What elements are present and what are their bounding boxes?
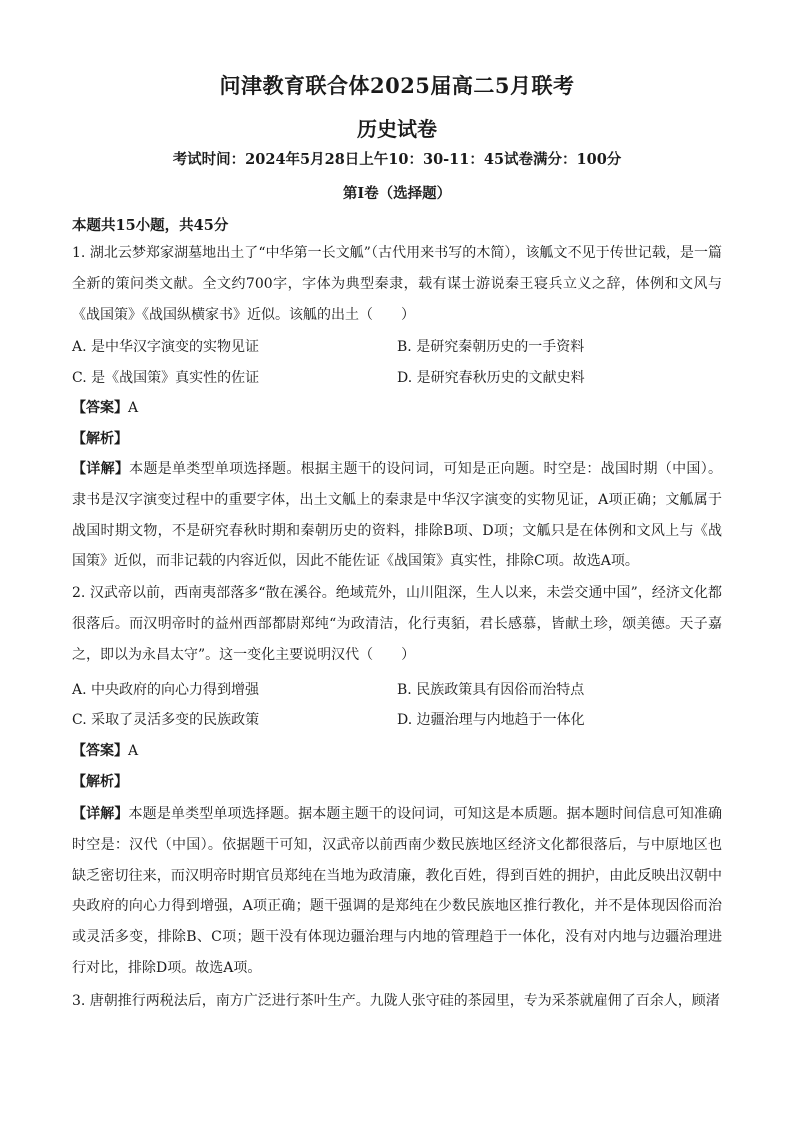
- detail-label: 【详解】: [72, 461, 130, 477]
- question-1-analysis-label: 【解析】: [72, 431, 128, 447]
- question-1-option-d: D. 是研究春秋历史的文献史料: [397, 370, 585, 386]
- question-2-options-row-2: [72, 705, 722, 735]
- subject-title: 历史试卷: [357, 117, 437, 141]
- detail-text: 本题是单类型单项选择题。根据主题干的设问词，可知是正向题。时空是：战国时期（中国）。隶书是汉字演变过程中的重要字体，出土文觚上的秦隶是中华汉字演变的实物见证，A项正确；文觚属于战国时期文物，不是研究春秋时期和秦朝历史的资料，排除B项、D项；文觚只是在体例和文风上与《战国策》近似，而非记载的内容近似，因此不能佐证《战国策》真实性，排除C项。故选A项。: [72, 461, 722, 570]
- exam-info: 考试时间：2024年5月28日上午10：30-11：45试卷满分：100分: [172, 151, 622, 168]
- question-2-stem: 2. 汉武帝以前，西南夷部落多“散在溪谷。绝域荒外，山川阻深，生人以来，未尝交通中国”，经济文化都很落后。而汉明帝时的益州西部都尉郑纯“为政清洁，化行夷貊，君长感慕，皆献土珍，颂美德。天子嘉之，即以为永昌太守”。这一变化主要说明汉代（ ）: [72, 585, 722, 663]
- question-1-stem: 1. 湖北云梦郑家湖墓地出土了“中华第一长文觚”（古代用来书写的木简），该觚文不见于传世记载，是一篇全新的策问类文献。全文约700字，字体为典型秦隶，载有谋士游说秦王寝兵立义之辞，体例和文风与《战国策》《战国纵横家书》近似。该觚的出土（ ）: [72, 245, 722, 323]
- answer-value: A: [128, 400, 139, 416]
- question-2-option-b: B. 民族政策具有因俗而治特点: [397, 682, 585, 698]
- answer-label: 【答案】: [72, 400, 128, 416]
- detail-text: 本题是单类型单项选择题。据本题主题干的设问词，可知这是本质题。据本题时间信息可知准确时空是：汉代（中国）。依据题干可知，汉武帝以前西南少数民族地区经济文化都很落后，与中原地区也缺乏密切往来，而汉明帝时期官员郑纯在当地为政清廉，教化百姓，得到百姓的拥护，由此反映出汉朝中央政府的向心力得到增强，A项正确；题干强调的是郑纯在少数民族地区推行教化，并不是体现因俗而治或灵活多变，排除B、C项；题干没有体现边疆治理与内地的管理趋于一体化，没有对内地与边疆治理进行对比，排除D项。故选A项。: [72, 806, 723, 976]
- question-3-stem: 3. 唐朝推行两税法后，南方广泛进行茶叶生产。九陇人张守硅的茶园里，专为采茶就雇佣了百余人，顾渚: [72, 993, 720, 1009]
- exam-title: 问津教育联合体2025届高二5月联考: [219, 73, 575, 98]
- volume-title: 第Ⅰ卷（选择题）: [342, 185, 452, 202]
- answer-label: 【答案】: [72, 743, 128, 759]
- question-2-option-d: D. 边疆治理与内地趋于一体化: [397, 712, 585, 728]
- question-1-option-a: A. 是中华汉字演变的实物见证: [72, 339, 260, 355]
- question-1-option-c: C. 是《战国策》真实性的佐证: [72, 370, 260, 386]
- question-1-option-b: B. 是研究秦朝历史的一手资料: [397, 339, 585, 355]
- question-1-options-row-2: [72, 363, 722, 393]
- question-2-options-row-1: [72, 675, 722, 705]
- detail-label: 【详解】: [72, 806, 129, 822]
- section-heading: 本题共15小题，共45分: [72, 217, 229, 234]
- question-2-option-c: C. 采取了灵活多变的民族政策: [72, 712, 260, 728]
- answer-value: A: [128, 743, 139, 759]
- question-1-options-row-1: [72, 332, 722, 362]
- question-1-detail: [72, 454, 722, 577]
- question-2-answer: [72, 736, 138, 766]
- question-1-answer: [72, 393, 138, 423]
- question-2-option-a: A. 中央政府的向心力得到增强: [72, 682, 260, 698]
- question-2-detail: [72, 799, 722, 984]
- question-2-analysis-label: 【解析】: [72, 774, 128, 790]
